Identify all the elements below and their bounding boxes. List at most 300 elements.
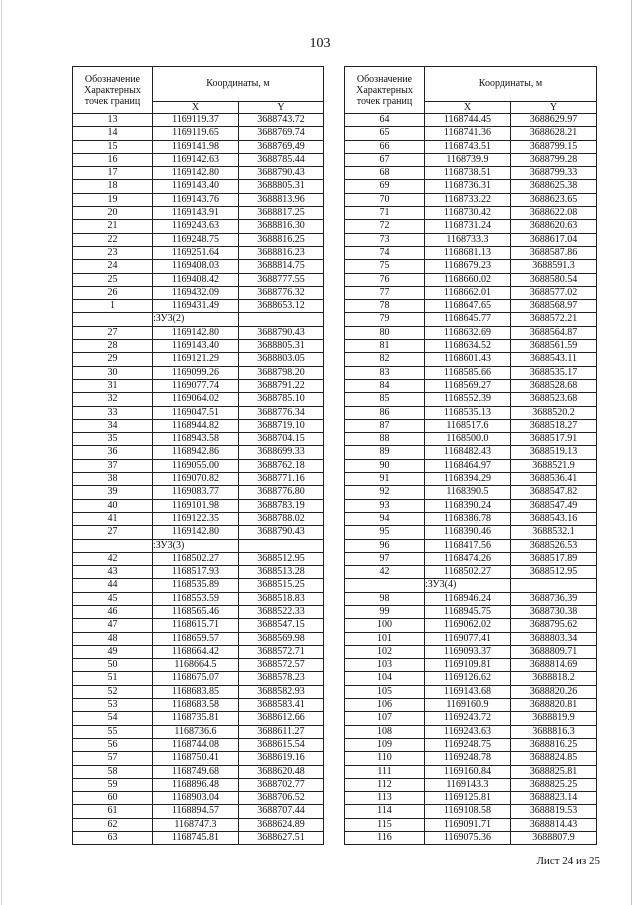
coord-y: 3688719.10 [239,419,324,432]
point-id: 80 [345,326,425,339]
table-row [73,699,324,712]
table-row [345,818,597,831]
coord-x: 1168683.58 [153,699,239,712]
coord-y: 3688825.25 [511,778,597,791]
coord-y: 3688704.15 [239,433,324,446]
table-row [73,526,324,539]
table-row [345,645,597,658]
point-id: 23 [73,246,153,259]
table-row [345,566,597,579]
coord-y: 3688823.14 [511,792,597,805]
section-row [73,313,324,326]
coord-x: 1169047.51 [153,406,239,419]
table-row [345,379,597,392]
coord-x: 1168390.46 [425,526,511,539]
table-row [345,792,597,805]
table-row [345,632,597,645]
point-id: 69 [345,180,425,193]
coord-x: 1168647.65 [425,300,511,313]
coord-y: 3688699.33 [239,446,324,459]
coord-x: 1169101.98 [153,499,239,512]
point-id: 59 [73,778,153,791]
table-row [345,446,597,459]
coord-y: 3688547.82 [511,486,597,499]
point-id: 17 [73,167,153,180]
point-id: 41 [73,512,153,525]
coord-y: 3688814.43 [511,818,597,831]
point-id: 53 [73,699,153,712]
coord-y: 3688517.89 [511,552,597,565]
point-id: 114 [345,805,425,818]
table-row [345,326,597,339]
table-row [345,765,597,778]
coord-y: 3688790.43 [239,526,324,539]
coord-y: 3688535.17 [511,366,597,379]
table-row [345,592,597,605]
point-id: 109 [345,738,425,751]
point-id: 71 [345,207,425,220]
coord-x: 1169064.02 [153,393,239,406]
coord-y: 3688788.02 [239,512,324,525]
coord-x: 1169099.26 [153,366,239,379]
coord-y: 3688816.3 [511,725,597,738]
table-row [345,366,597,379]
point-id: 61 [73,805,153,818]
section-id-cell [73,539,153,552]
coord-y: 3688776.34 [239,406,324,419]
table-row [73,765,324,778]
point-id: 55 [73,725,153,738]
coord-x: 1169143.40 [153,340,239,353]
coord-y: 3688771.16 [239,473,324,486]
point-id: 36 [73,446,153,459]
coord-y: 3688617.04 [511,233,597,246]
coord-y: 3688819.9 [511,712,597,725]
coord-x: 1169055.00 [153,459,239,472]
coord-x: 1168741.36 [425,127,511,140]
point-id: 60 [73,792,153,805]
coord-y: 3688624.89 [239,818,324,831]
table-row [73,752,324,765]
table-row [345,233,597,246]
coord-x: 1168502.27 [425,566,511,579]
coord-x: 1168664.5 [153,659,239,672]
coord-x: 1169141.98 [153,140,239,153]
table-row [73,114,324,127]
point-id: 77 [345,286,425,299]
coord-y: 3688783.19 [239,499,324,512]
coord-x: 1169248.75 [153,233,239,246]
point-id: 82 [345,353,425,366]
point-id: 34 [73,419,153,432]
coord-y: 3688803.05 [239,353,324,366]
table-row [73,552,324,565]
section-id-cell [73,313,153,326]
point-id: 113 [345,792,425,805]
table-row [345,526,597,539]
table-row [345,220,597,233]
table-row [73,832,324,845]
coord-y: 3688622.08 [511,207,597,220]
coord-x: 1168894.57 [153,805,239,818]
coord-y: 3688518.83 [239,592,324,605]
table-row [345,738,597,751]
coord-y: 3688517.91 [511,433,597,446]
coord-y: 3688814.75 [239,260,324,273]
table-row [345,153,597,166]
coord-x: 1168745.81 [153,832,239,845]
coord-x: 1168645.77 [425,313,511,326]
table-row [345,419,597,432]
coord-y: 3688743.72 [239,114,324,127]
coord-x: 1169248.78 [425,752,511,765]
table-row [73,685,324,698]
coord-y: 3688572.71 [239,645,324,658]
table-row [345,499,597,512]
section-id-cell [345,579,425,592]
coord-x: 1168945.75 [425,605,511,618]
coord-x: 1168615.71 [153,619,239,632]
table-row [345,459,597,472]
coord-y: 3688627.51 [239,832,324,845]
coord-x: 1168500.0 [425,433,511,446]
coord-y: 3688512.95 [239,552,324,565]
coord-x: 1168634.52 [425,340,511,353]
coord-x: 1169243.63 [425,725,511,738]
coord-x: 1168535.89 [153,579,239,592]
coord-y: 3688620.48 [239,765,324,778]
point-id: 97 [345,552,425,565]
coord-y: 3688706.52 [239,792,324,805]
coord-x: 1168474.26 [425,552,511,565]
coord-y: 3688817.25 [239,207,324,220]
coord-x: 1168749.68 [153,765,239,778]
coord-y: 3688564.87 [511,326,597,339]
coord-y: 3688547.15 [239,619,324,632]
coord-y: 3688528.68 [511,379,597,392]
point-id: 100 [345,619,425,632]
coord-x: 1169070.82 [153,473,239,486]
table-row [73,792,324,805]
table-row [345,167,597,180]
table-body-left [73,114,324,845]
header-coordinates: Координаты, м [425,67,597,102]
coord-x: 1169093.37 [425,645,511,658]
table-row [345,619,597,632]
coord-y: 3688513.28 [239,566,324,579]
point-id: 45 [73,592,153,605]
point-id: 105 [345,685,425,698]
coord-y: 3688730.38 [511,605,597,618]
coord-x: 1169142.80 [153,526,239,539]
coordinates-table-right [344,66,597,845]
table-row [345,512,597,525]
table-row [73,725,324,738]
table-row [345,552,597,565]
point-id: 50 [73,659,153,672]
table-row [345,685,597,698]
table-row [345,193,597,206]
table-row [345,725,597,738]
coord-y: 3688611.27 [239,725,324,738]
coord-x: 1168632.69 [425,326,511,339]
table-row [73,818,324,831]
point-id: 22 [73,233,153,246]
coord-x: 1169125.81 [425,792,511,805]
coord-y: 3688578.23 [239,672,324,685]
coord-x: 1168735.81 [153,712,239,725]
table-row [73,486,324,499]
point-id: 106 [345,699,425,712]
table-row [73,512,324,525]
coord-y: 3688587.86 [511,246,597,259]
point-id: 66 [345,140,425,153]
point-id: 29 [73,353,153,366]
coord-y: 3688824.85 [511,752,597,765]
point-id: 88 [345,433,425,446]
coord-y: 3688512.95 [511,566,597,579]
point-id: 57 [73,752,153,765]
point-id: 116 [345,832,425,845]
coord-y: 3688819.53 [511,805,597,818]
coord-x: 1169062.02 [425,619,511,632]
coord-x: 1168946.24 [425,592,511,605]
point-id: 48 [73,632,153,645]
coord-y: 3688619.16 [239,752,324,765]
coord-x: 1168386.78 [425,512,511,525]
table-row [73,459,324,472]
coord-x: 1168664.42 [153,645,239,658]
point-id: 16 [73,153,153,166]
table-row [73,180,324,193]
coordinates-table-left [72,66,324,845]
point-id: 110 [345,752,425,765]
point-id: 27 [73,326,153,339]
coord-x: 1168662.01 [425,286,511,299]
coord-x: 1168482.43 [425,446,511,459]
point-id: 42 [345,566,425,579]
point-id: 1 [73,300,153,313]
section-row [345,579,597,592]
table-row [345,340,597,353]
table-row [73,246,324,259]
table-row [73,499,324,512]
table-row [73,140,324,153]
coord-x: 1168733.3 [425,233,511,246]
table-row [73,207,324,220]
coord-y: 3688582.93 [239,685,324,698]
table-row [345,246,597,259]
point-id: 44 [73,579,153,592]
coord-x: 1168942.86 [153,446,239,459]
point-id: 24 [73,260,153,273]
coord-x: 1168552.39 [425,393,511,406]
scan-edge-left [1,0,2,905]
point-id: 20 [73,207,153,220]
section-empty-cell [239,313,324,326]
table-row [73,446,324,459]
point-id: 95 [345,526,425,539]
point-id: 28 [73,340,153,353]
coord-x: 1169408.42 [153,273,239,286]
coord-x: 1169077.41 [425,632,511,645]
coord-x: 1168390.24 [425,499,511,512]
coord-y: 3688813.96 [239,193,324,206]
table-row [73,379,324,392]
section-label: :ЗУ3(4) [425,579,511,592]
coord-x: 1168683.85 [153,685,239,698]
coord-y: 3688798.20 [239,366,324,379]
coord-y: 3688612.66 [239,712,324,725]
coord-y: 3688785.10 [239,393,324,406]
coord-x: 1168903.04 [153,792,239,805]
point-id: 52 [73,685,153,698]
header-y: Y [511,102,597,114]
table-row [73,273,324,286]
point-id: 89 [345,446,425,459]
point-id: 93 [345,499,425,512]
coord-y: 3688803.34 [511,632,597,645]
point-id: 85 [345,393,425,406]
point-id: 103 [345,659,425,672]
table-row [345,300,597,313]
header-x: X [425,102,511,114]
table-row [345,699,597,712]
point-id: 72 [345,220,425,233]
coord-x: 1169077.74 [153,379,239,392]
coord-x: 1168660.02 [425,273,511,286]
coord-y: 3688628.21 [511,127,597,140]
coord-y: 3688536.41 [511,473,597,486]
coord-y: 3688762.18 [239,459,324,472]
point-id: 112 [345,778,425,791]
coord-y: 3688799.15 [511,140,597,153]
point-id: 33 [73,406,153,419]
coord-x: 1168943.58 [153,433,239,446]
point-id: 30 [73,366,153,379]
point-id: 49 [73,645,153,658]
table-row [73,300,324,313]
table-row [345,127,597,140]
coord-y: 3688543.16 [511,512,597,525]
point-id: 104 [345,672,425,685]
coord-x: 1168896.48 [153,778,239,791]
point-id: 31 [73,379,153,392]
point-id: 99 [345,605,425,618]
coord-y: 3688625.38 [511,180,597,193]
coord-x: 1169243.72 [425,712,511,725]
table-row [73,153,324,166]
coord-y: 3688805.31 [239,340,324,353]
coord-x: 1168679.23 [425,260,511,273]
point-id: 18 [73,180,153,193]
coord-y: 3688736.39 [511,592,597,605]
point-id: 75 [345,260,425,273]
table-row [73,473,324,486]
coord-y: 3688615.54 [239,738,324,751]
coord-y: 3688543.11 [511,353,597,366]
coord-y: 3688580.54 [511,273,597,286]
coord-y: 3688561.59 [511,340,597,353]
point-id: 94 [345,512,425,525]
coord-y: 3688776.32 [239,286,324,299]
coord-x: 1169142.63 [153,153,239,166]
coord-x: 1168731.24 [425,220,511,233]
coord-y: 3688805.31 [239,180,324,193]
coord-y: 3688820.81 [511,699,597,712]
section-empty-cell [239,539,324,552]
coord-y: 3688807.9 [511,832,597,845]
coord-y: 3688816.25 [511,738,597,751]
coord-y: 3688790.43 [239,167,324,180]
coord-y: 3688518.27 [511,419,597,432]
coord-y: 3688522.33 [239,605,324,618]
table-row [345,313,597,326]
coord-y: 3688526.53 [511,539,597,552]
point-id: 13 [73,114,153,127]
coord-y: 3688816.25 [239,233,324,246]
table-row [73,393,324,406]
coord-y: 3688791.22 [239,379,324,392]
coord-y: 3688520.2 [511,406,597,419]
point-id: 86 [345,406,425,419]
point-id: 101 [345,632,425,645]
coord-y: 3688515.25 [239,579,324,592]
point-id: 43 [73,566,153,579]
section-row [73,539,324,552]
coord-y: 3688653.12 [239,300,324,313]
point-id: 84 [345,379,425,392]
coord-x: 1168744.08 [153,738,239,751]
table-row [73,286,324,299]
coord-y: 3688820.26 [511,685,597,698]
coord-x: 1168736.31 [425,180,511,193]
coord-x: 1169075.36 [425,832,511,845]
table-row [345,393,597,406]
coord-x: 1169119.37 [153,114,239,127]
table-row [73,260,324,273]
table-body-right [345,114,597,845]
coord-y: 3688814.69 [511,659,597,672]
coord-x: 1168601.43 [425,353,511,366]
coord-y: 3688523.68 [511,393,597,406]
coord-y: 3688629.97 [511,114,597,127]
table-row [345,140,597,153]
coord-x: 1169251.64 [153,246,239,259]
coord-x: 1168738.51 [425,167,511,180]
coord-x: 1169119.65 [153,127,239,140]
coord-y: 3688583.41 [239,699,324,712]
table-row [73,193,324,206]
coord-y: 3688816.30 [239,220,324,233]
coord-x: 1168417.56 [425,539,511,552]
table-row [345,605,597,618]
coord-x: 1168585.66 [425,366,511,379]
table-row [345,286,597,299]
coord-y: 3688547.49 [511,499,597,512]
table-row [73,805,324,818]
sheet-footer: Лист 24 из 25 [536,855,600,867]
coord-x: 1169142.80 [153,167,239,180]
point-id: 81 [345,340,425,353]
section-label: :ЗУ3(3) [153,539,239,552]
point-id: 25 [73,273,153,286]
point-id: 111 [345,765,425,778]
coord-y: 3688702.77 [239,778,324,791]
coord-y: 3688707.44 [239,805,324,818]
point-id: 51 [73,672,153,685]
coord-x: 1169243.63 [153,220,239,233]
